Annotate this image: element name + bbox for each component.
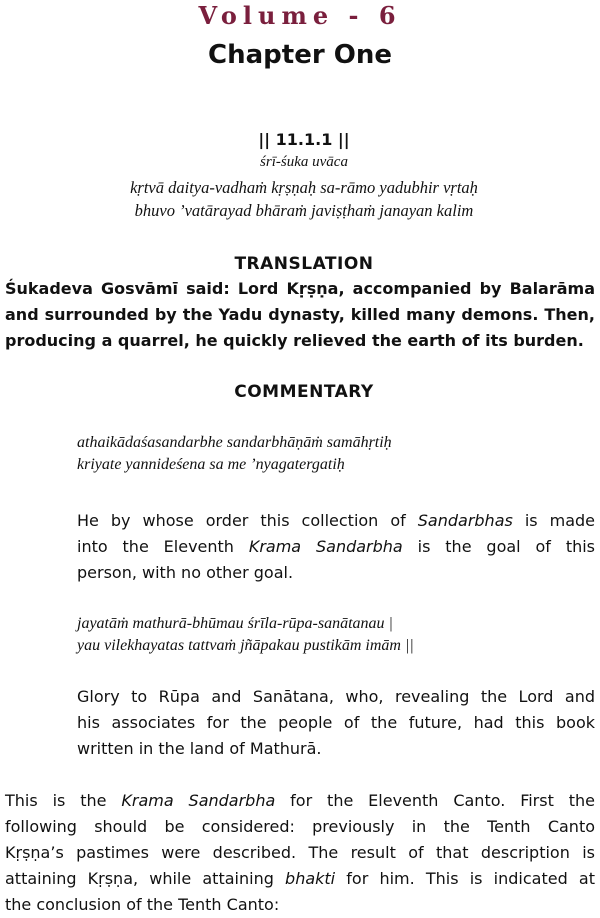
sanskrit-line: kriyate yannideśena sa me ’nyagatergatiḥ [77,456,345,473]
paragraph-line: following should be considered: previously in the Tenth Canto [5,817,595,836]
paragraph-line: Kṛṣṇa’s pastimes were described. The result of that description is [5,843,595,862]
paragraph-line: He by whose order this collection of Sandarbhas is made [77,511,596,530]
paragraph-line: into the Eleventh Krama Sandarbha is the goal of this [77,537,596,556]
sanskrit-quote [77,613,577,657]
verse-line: bhuvo ’vatārayad bhāraṁ javiṣṭhaṁ janayan kalim [134,201,474,220]
paragraph-line: person, with no other goal. [77,563,294,582]
sanskrit-line: yau vilekhayatas tattvaṁ jñāpakau pustikām imām || [77,637,414,654]
commentary-paragraph [77,508,595,586]
sanskrit-quote [77,432,577,476]
sanskrit-line: jayatāṁ mathurā-bhūmau śrīla-rūpa-sanātanau | [77,615,393,632]
commentary-paragraph [5,788,595,918]
translation-text [5,276,595,354]
commentary-heading: COMMENTARY [234,382,374,402]
paragraph-line: Glory to Rūpa and Sanātana, who, revealing the Lord and [77,687,595,706]
paragraph-line: written in the land of Mathurā. [77,739,322,758]
verse-line: kṛtvā daitya-vadhaṁ kṛṣṇaḥ sa-rāmo yadubhir vṛtaḥ [130,178,478,197]
translation-line: Śukadeva Gosvāmī said: Lord Kṛṣṇa, accompanied by Balarāma [5,279,595,298]
volume-title: Volume - 6 [198,1,402,30]
commentary-paragraph [77,684,595,762]
translation-line: and surrounded by the Yadu dynasty, killed many demons. Then, [5,305,595,324]
translation-line: producing a quarrel, he quickly relieved the earth of its burden. [5,331,584,350]
paragraph-line: attaining Kṛṣṇa, while attaining bhakti for him. This is indicated at [5,869,595,888]
translation-heading: TRANSLATION [234,254,374,274]
chapter-title: Chapter One [208,40,392,70]
paragraph-line: the conclusion of the Tenth Canto: [5,895,280,914]
sanskrit-line: athaikādaśasandarbhe sandarbhāṇāṁ samāhṛtiḥ [77,434,392,451]
paragraph-line: his associates for the people of the future, had this book [77,713,595,732]
paragraph-line: This is the Krama Sandarbha for the Eleventh Canto. First the [5,791,596,810]
verse-number: || 11.1.1 || [258,130,350,149]
verse-line: śrī-śuka uvāca [260,154,348,170]
